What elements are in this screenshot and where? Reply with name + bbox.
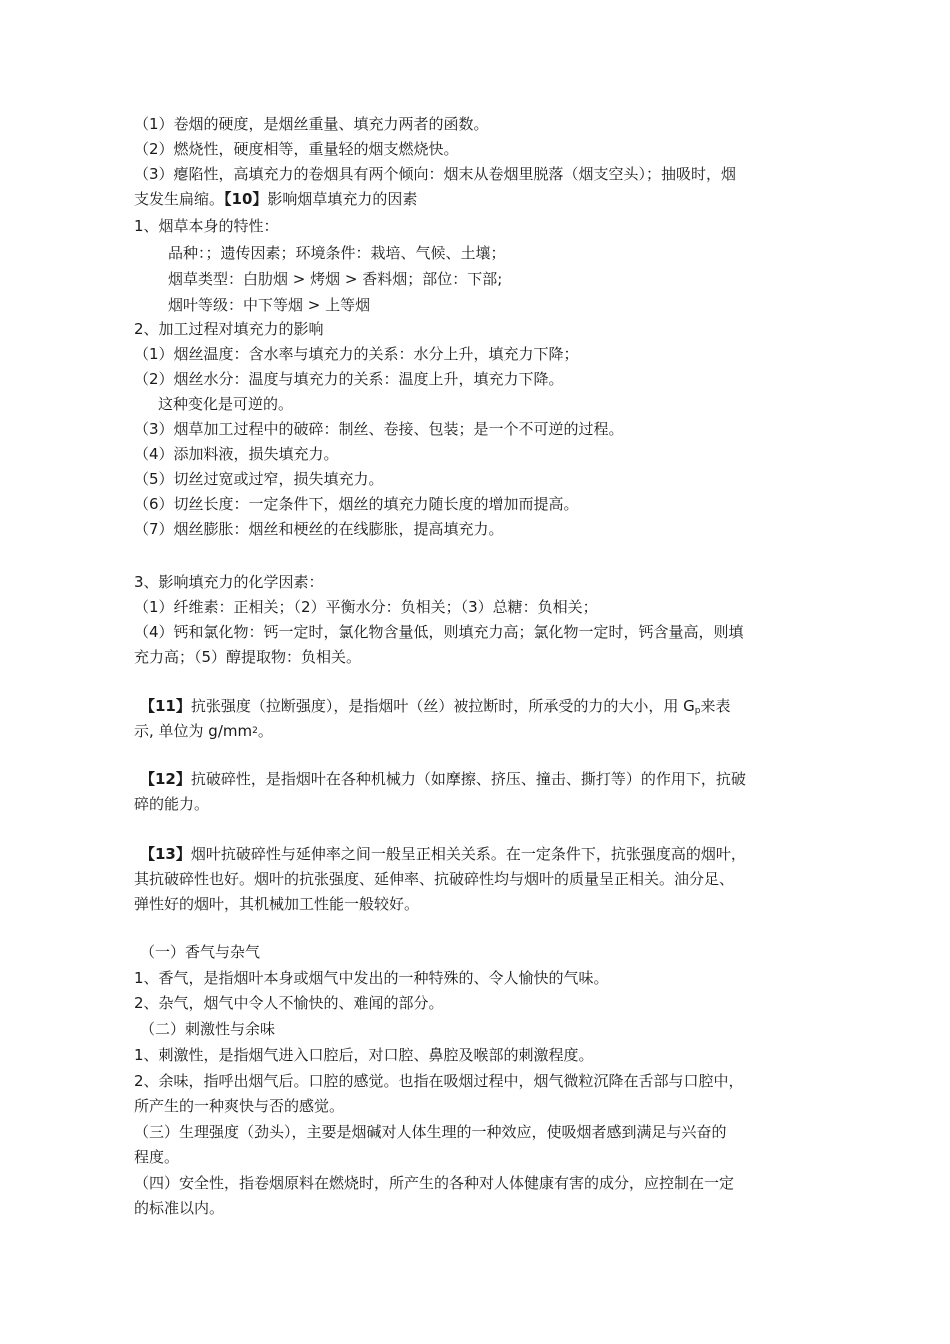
- text-span: 支发生扁缩。: [134, 190, 225, 208]
- text-span: 烟叶抗破碎性与延伸率之间一般呈正相关关系。在一定条件下，抗张强度高的烟叶，: [190, 845, 746, 863]
- text-span: 。: [257, 722, 273, 740]
- text-line: 其抗破碎性也好。烟叶的抗张强度、延伸率、抗破碎性均与烟叶的质量呈正相关。油分足、: [134, 870, 735, 888]
- text-line: [134, 187, 834, 211]
- text-span: 抗破碎性，是指烟叶在各种机械力（如摩擦、挤压、撞击、撕打等）的作用下，抗破: [190, 770, 746, 788]
- text-line: （4）钙和氯化物：钙一定时，氯化物含量低，则填充力高；氯化物一定时，钙含量高，则填: [134, 623, 744, 641]
- text-line: （1）烟丝温度：含水率与填充力的关系：水分上升，填充力下降；: [134, 345, 579, 363]
- text-line: （6）切丝长度：一定条件下，烟丝的填充力随长度的增加而提高。: [134, 495, 579, 513]
- subscript: p: [694, 706, 701, 716]
- text-line: 1、香气，是指烟叶本身或烟气中发出的一种特殊的、令人愉快的气味。: [134, 969, 609, 987]
- text-line: 烟草类型：白肋烟 > 烤烟 > 香料烟；部位：下部;: [168, 270, 503, 288]
- text-line: 1、烟草本身的特性：: [134, 217, 279, 235]
- text-line: 3、影响填充力的化学因素：: [134, 573, 324, 591]
- text-line: （1）纤维素：正相关；（2）平衡水分：负相关；（3）总糖：负相关；: [134, 598, 598, 616]
- text-line: 品种：；遗传因素；环境条件：栽培、气候、土壤；: [168, 244, 506, 262]
- text-line: 这种变化是可逆的。: [158, 395, 294, 413]
- text-line: 的标准以内。: [134, 1199, 225, 1217]
- section-marker-13: 【13】: [140, 845, 191, 863]
- section-marker-12: 【12】: [140, 770, 191, 788]
- section-marker-10: 【10】: [224, 190, 268, 208]
- text-line: 2、余味，指呼出烟气后。口腔的感觉。也指在吸烟过程中，烟气微粒沉降在舌部与口腔中，: [134, 1072, 744, 1090]
- section-marker-11: 【11】: [140, 697, 191, 715]
- text-line: （4）添加料液，损失填充力。: [134, 445, 339, 463]
- text-line: 2、杂气，烟气中令人不愉快的、难闻的部分。: [134, 994, 444, 1012]
- text-line: （7）烟丝膨胀：烟丝和梗丝的在线膨胀，提高填充力。: [134, 520, 504, 538]
- text-line: （四）安全性，指卷烟原料在燃烧时，所产生的各种对人体健康有害的成分，应控制在一定: [134, 1174, 735, 1192]
- text-line: 碎的能力。: [134, 795, 210, 813]
- text-line: （3）瘪陷性，高填充力的卷烟具有两个倾向：烟末从卷烟里脱落（烟支空头）；抽吸时，烟: [134, 165, 737, 183]
- text-line: （2）燃烧性，硬度相等，重量轻的烟支燃烧快。: [134, 140, 459, 158]
- superscript: 2: [252, 726, 258, 736]
- text-line: [134, 719, 834, 743]
- text-line: （5）切丝过宽或过窄，损失填充力。: [134, 470, 384, 488]
- section-heading: 影响烟草填充力的因素: [267, 190, 418, 208]
- text-line: 充力高；（5）醇提取物：负相关。: [134, 648, 362, 666]
- text-span: 抗张强度（拉断强度），是指烟叶（丝）被拉断时，所承受的力的大小，用 G: [190, 697, 695, 715]
- text-line: [140, 842, 840, 866]
- text-span: 来表: [700, 697, 731, 715]
- text-line: （一）香气与杂气: [140, 943, 261, 961]
- text-line: （二）刺激性与余味: [140, 1020, 276, 1038]
- text-line: （1）卷烟的硬度，是烟丝重量、填充力两者的函数。: [134, 115, 489, 133]
- text-line: （3）烟草加工过程中的破碎：制丝、卷接、包装；是一个不可逆的过程。: [134, 420, 624, 438]
- text-line: 程度。: [134, 1148, 180, 1166]
- text-line: 所产生的一种爽快与否的感觉。: [134, 1097, 345, 1115]
- text-span: 示, 单位为 g/mm: [134, 722, 253, 740]
- text-line: 1、刺激性，是指烟气进入口腔后，对口腔、鼻腔及喉部的刺激程度。: [134, 1046, 594, 1064]
- text-line: 烟叶等级：中下等烟 > 上等烟: [168, 296, 371, 314]
- text-line: （2）烟丝水分：温度与填充力的关系：温度上升，填充力下降。: [134, 370, 564, 388]
- text-line: （三）生理强度（劲头），主要是烟碱对人体生理的一种效应，使吸烟者感到满足与兴奋的: [134, 1123, 727, 1141]
- text-line: 弹性好的烟叶，其机械加工性能一般较好。: [134, 895, 420, 913]
- text-line: 2、加工过程对填充力的影响: [134, 320, 324, 338]
- text-line: [140, 767, 840, 791]
